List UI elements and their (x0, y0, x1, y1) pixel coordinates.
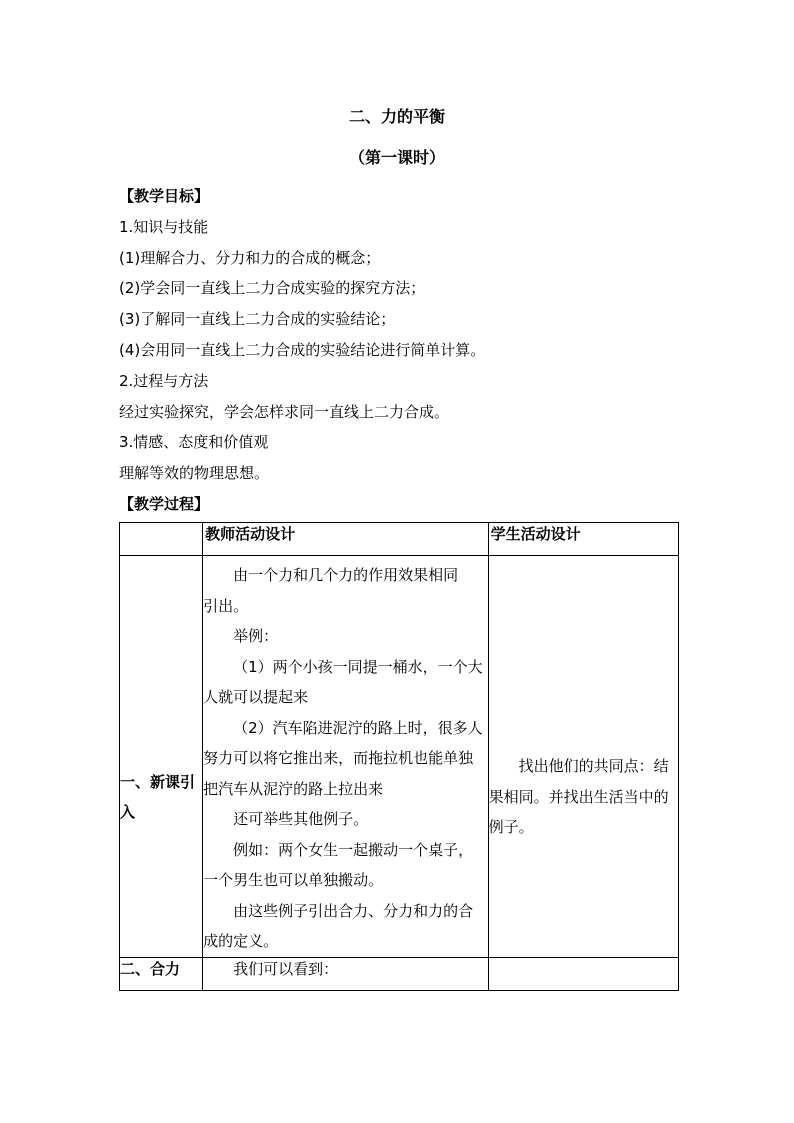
text-line: （2）汽车陷进泥泞的路上时，很多人 (233, 718, 483, 737)
student-activity-cell (488, 957, 678, 990)
header-cell-teacher: 教师活动设计 (203, 523, 489, 556)
text-line: 由这些例子引出合力、分力和力的合 (233, 901, 474, 920)
objective-line: (3)了解同一直线上二力合成的实验结论； (119, 310, 396, 329)
page-title: 二、力的平衡 (348, 107, 445, 126)
header-cell-empty (120, 523, 203, 556)
text-line: 人就可以提起来 (203, 688, 309, 706)
text-line: 成的定义。 (203, 932, 279, 950)
section-cell (120, 957, 203, 990)
page-subtitle: （第一课时） (348, 148, 445, 167)
objectives-heading: 【教学目标】 (119, 187, 210, 205)
text-line: 例如：两个女生一起搬动一个桌子， (233, 840, 474, 859)
table-row (120, 957, 679, 990)
text-line: 引出。 (203, 596, 249, 615)
text-line: 由一个力和几个力的作用效果相同 (233, 566, 459, 584)
objectives-section (119, 181, 679, 520)
text-line: 把汽车从泥泞的路上拉出来 (203, 779, 384, 798)
text-line: 果相同。并找出生活当中的 (488, 787, 669, 806)
teacher-activity-cell (203, 957, 489, 990)
objective-line: 理解等效的物理思想。 (119, 464, 270, 483)
table-header-row (120, 523, 679, 556)
text-line: 一个男生也可以单独搬动。 (203, 871, 384, 889)
text-line: 举例： (233, 627, 279, 645)
process-table (119, 522, 679, 991)
objective-line: 1.知识与技能 (119, 217, 209, 236)
section-label: 二、合力 (120, 959, 181, 978)
text-line: （1）两个小孩一同提一桶水，一个大 (233, 657, 483, 676)
process-heading: 【教学过程】 (119, 494, 210, 513)
objective-line: (2)学会同一直线上二力合成实验的探究方法； (119, 279, 426, 298)
objective-line: (4)会用同一直线上二力合成的实验结论进行简单计算。 (119, 340, 486, 359)
objective-line: (1)理解合力、分力和力的合成的概念； (119, 248, 381, 267)
text-line: 还可举些其他例子。 (233, 810, 369, 828)
objective-line: 3.情感、态度和价值观 (119, 433, 269, 452)
teacher-text: 我们可以看到： (233, 959, 339, 978)
section-cell (120, 556, 203, 958)
text-line: 努力可以将它推出来，而拖拉机也能单独 (203, 749, 474, 767)
text-line: 找出他们的共同点：结 (518, 757, 669, 775)
objective-line: 2.过程与方法 (119, 371, 209, 390)
section-label: 入 (120, 803, 136, 821)
text-line: 例子。 (488, 818, 534, 836)
student-activity-cell (488, 556, 678, 958)
section-label: 一、新课引 (120, 773, 196, 791)
teacher-activity-cell (203, 556, 489, 958)
header-cell-student: 学生活动设计 (488, 523, 678, 556)
objective-line: 经过实验探究，学会怎样求同一直线上二力合成。 (119, 402, 450, 421)
table-row (120, 556, 679, 958)
